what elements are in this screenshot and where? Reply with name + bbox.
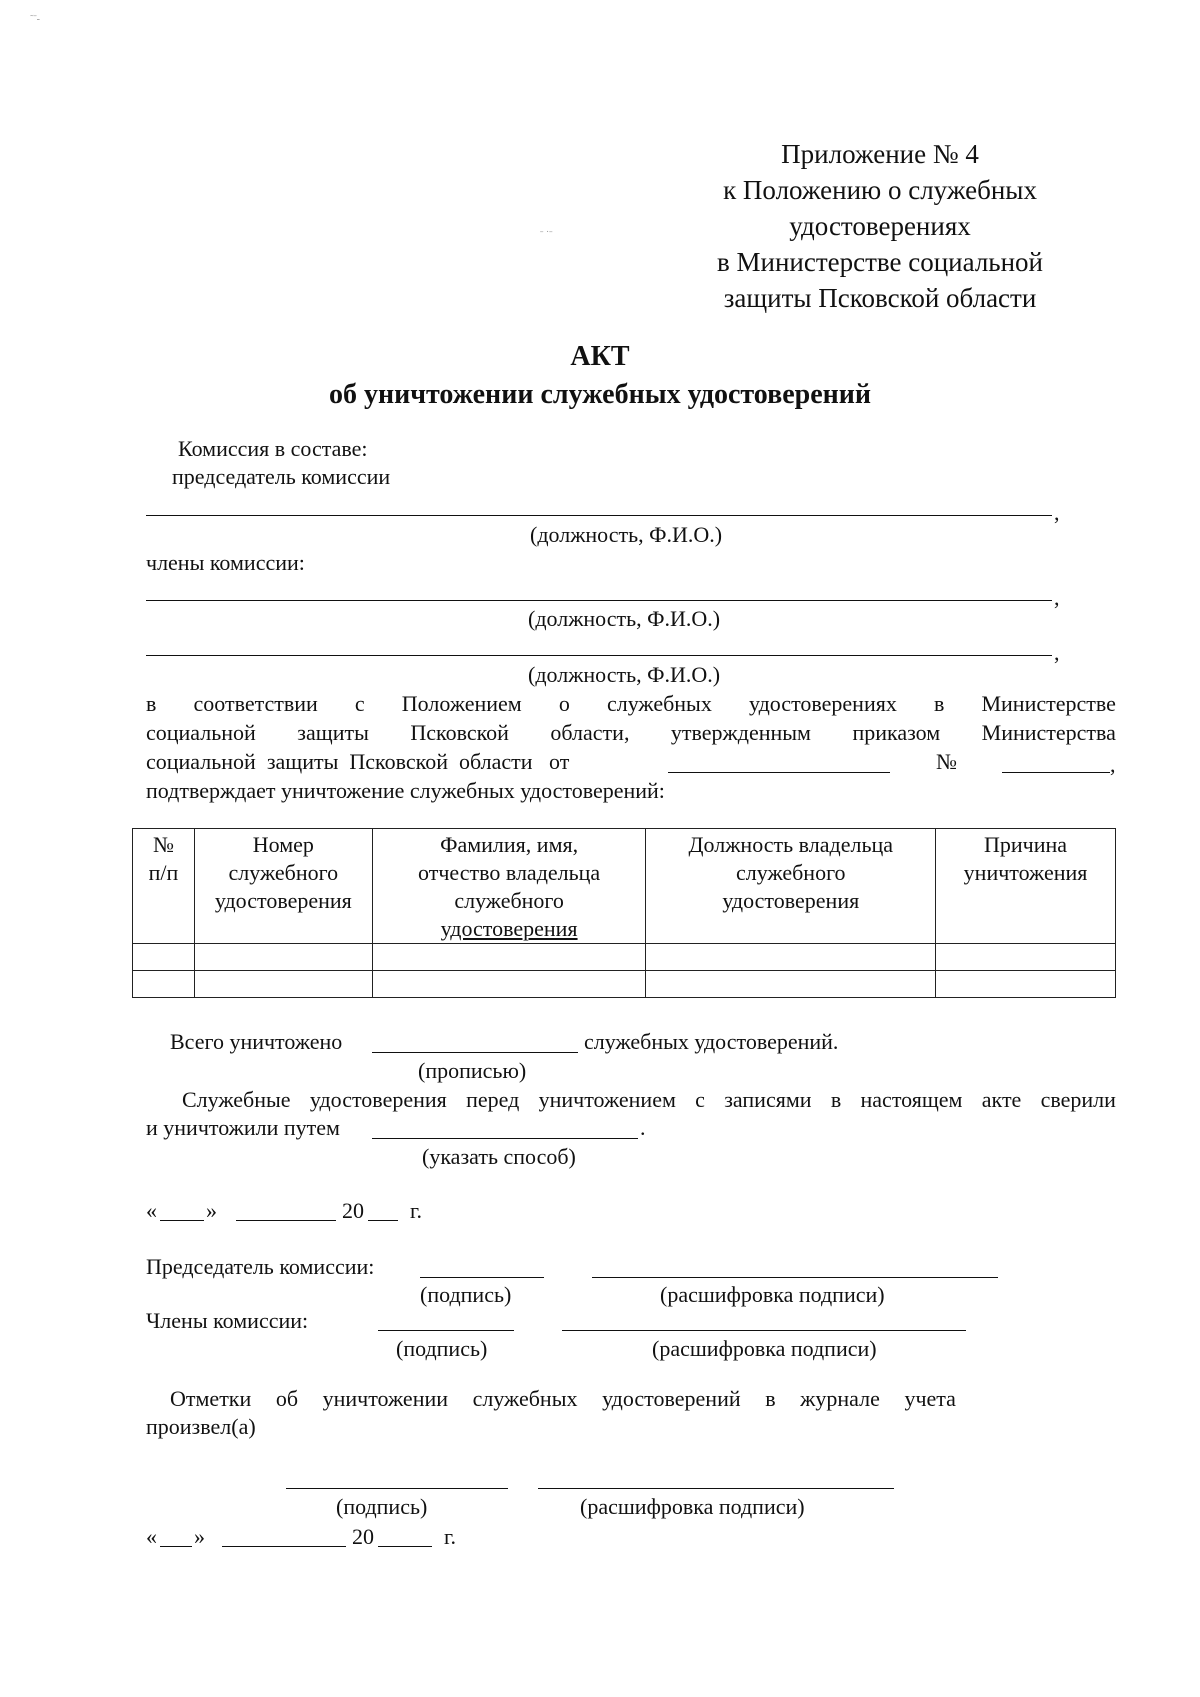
date-open-quote: « bbox=[146, 1524, 157, 1549]
appendix-line: в Министерстве социальной bbox=[716, 247, 1044, 277]
year-blank[interactable] bbox=[368, 1220, 398, 1221]
decode-caption: (расшифровка подписи) bbox=[660, 1282, 885, 1307]
header-reason: Причина уничтожения bbox=[936, 829, 1116, 944]
members-label: члены комиссии: bbox=[146, 550, 305, 575]
decode-caption: (расшифровка подписи) bbox=[652, 1336, 877, 1361]
word: с bbox=[354, 691, 365, 716]
commission-intro: Комиссия в составе: bbox=[178, 436, 368, 461]
method-caption: (указать способ) bbox=[422, 1144, 576, 1169]
basis-row-2 bbox=[146, 720, 1116, 746]
members-sign-label: Члены комиссии: bbox=[146, 1308, 309, 1333]
date-close-quote: » bbox=[194, 1524, 205, 1549]
word: записями bbox=[724, 1087, 812, 1112]
word: утвержденным bbox=[670, 720, 811, 745]
verify-row-1 bbox=[182, 1087, 1116, 1113]
date-open-quote: « bbox=[146, 1198, 157, 1223]
word: уничтожением bbox=[538, 1087, 676, 1112]
word: с bbox=[695, 1087, 705, 1112]
basis-row-3: социальной защиты Псковской области от bbox=[146, 749, 570, 774]
word: Отметки bbox=[170, 1386, 252, 1411]
year-prefix: 20 bbox=[342, 1198, 364, 1223]
member-decode-blank[interactable] bbox=[562, 1330, 966, 1331]
word: соответствии bbox=[193, 691, 318, 716]
chairman-signature-blank[interactable] bbox=[420, 1277, 544, 1278]
table-cell[interactable] bbox=[372, 971, 646, 998]
total-suffix: служебных удостоверений. bbox=[584, 1029, 839, 1054]
comma: , bbox=[1110, 752, 1116, 777]
period: . bbox=[640, 1115, 646, 1140]
word: о bbox=[558, 691, 570, 716]
act-subtitle: об уничтожении служебных удостоверений bbox=[328, 379, 872, 410]
word: Псковской bbox=[410, 720, 509, 745]
act-title: АКТ bbox=[570, 341, 630, 372]
word: в bbox=[146, 691, 157, 716]
sign-caption: (подпись) bbox=[336, 1494, 428, 1519]
word: защиты bbox=[297, 720, 369, 745]
table-cell[interactable] bbox=[646, 971, 936, 998]
date-close-quote: » bbox=[206, 1198, 217, 1223]
position-caption: (должность, Ф.И.О.) bbox=[530, 522, 723, 547]
decode-caption: (расшифровка подписи) bbox=[580, 1494, 805, 1519]
word: в bbox=[765, 1386, 776, 1411]
table-cell[interactable] bbox=[194, 971, 372, 998]
table-cell[interactable] bbox=[646, 944, 936, 971]
month-blank[interactable] bbox=[222, 1546, 346, 1547]
header-num: № п/п bbox=[133, 829, 195, 944]
total-label: Всего уничтожено bbox=[170, 1029, 343, 1054]
member-signature-blank[interactable] bbox=[378, 1330, 514, 1331]
appendix-line: к Положению о служебных bbox=[723, 175, 1037, 205]
word: Положением bbox=[401, 691, 522, 716]
chairman-decode-blank[interactable] bbox=[592, 1277, 998, 1278]
appendix-line: защиты Псковской области bbox=[723, 283, 1037, 313]
basis-row-1 bbox=[146, 691, 1116, 717]
table-row bbox=[133, 971, 1116, 998]
appendix-line: Приложение № 4 bbox=[781, 139, 979, 169]
word: удостоверений bbox=[602, 1386, 741, 1411]
table-cell[interactable] bbox=[372, 944, 646, 971]
word: учета bbox=[904, 1386, 956, 1411]
month-blank[interactable] bbox=[236, 1220, 336, 1221]
comma: , bbox=[1054, 640, 1060, 665]
year-suffix: г. bbox=[444, 1524, 457, 1549]
day-blank[interactable] bbox=[160, 1546, 192, 1547]
number-sign: № bbox=[936, 749, 957, 774]
word: служебных bbox=[606, 691, 712, 716]
table-cell[interactable] bbox=[133, 971, 195, 998]
word: журнале bbox=[800, 1386, 880, 1411]
word: об bbox=[275, 1386, 299, 1411]
comma: , bbox=[1054, 500, 1060, 525]
year-blank[interactable] bbox=[378, 1546, 432, 1547]
word: служебных bbox=[472, 1386, 578, 1411]
comma: , bbox=[1054, 585, 1060, 610]
order-number-blank[interactable] bbox=[1002, 772, 1110, 773]
table-cell[interactable] bbox=[936, 944, 1116, 971]
table-cell[interactable] bbox=[133, 944, 195, 971]
position-caption: (должность, Ф.И.О.) bbox=[528, 606, 721, 631]
year-suffix: г. bbox=[410, 1198, 423, 1223]
position-caption: (должность, Ф.И.О.) bbox=[528, 662, 721, 687]
word: Служебные bbox=[182, 1087, 291, 1112]
destroyed-ids-table bbox=[132, 828, 1116, 998]
year-prefix: 20 bbox=[352, 1524, 374, 1549]
table-row bbox=[133, 944, 1116, 971]
journal-row-2: произвел(а) bbox=[146, 1414, 256, 1439]
word: удостоверениях bbox=[748, 691, 897, 716]
header-owner-position: Должность владельца служебного удостоверения bbox=[646, 829, 936, 944]
word: акте bbox=[981, 1087, 1022, 1112]
scan-speck: ˉ ˙ˉ bbox=[540, 230, 553, 241]
journal-signature-blank[interactable] bbox=[286, 1488, 508, 1489]
word: Министерства bbox=[981, 720, 1116, 745]
word: настоящем bbox=[860, 1087, 963, 1112]
appendix-block bbox=[690, 136, 1070, 316]
member-blank-2[interactable] bbox=[146, 655, 1052, 656]
sign-caption: (подпись) bbox=[396, 1336, 488, 1361]
total-caption: (прописью) bbox=[418, 1058, 527, 1083]
order-date-blank[interactable] bbox=[668, 772, 890, 773]
word: уничтожении bbox=[322, 1386, 449, 1411]
journal-row-1 bbox=[170, 1386, 956, 1412]
total-count-blank[interactable] bbox=[372, 1052, 578, 1053]
table-cell[interactable] bbox=[194, 944, 372, 971]
word: удостоверения bbox=[309, 1087, 447, 1112]
chairman-label: председатель комиссии bbox=[172, 464, 391, 489]
word: области, bbox=[550, 720, 630, 745]
header-id-number: Номер служебного удостоверения bbox=[194, 829, 372, 944]
verify-row-2: и уничтожили путем bbox=[146, 1115, 340, 1140]
chairman-blank[interactable] bbox=[146, 515, 1052, 516]
method-blank[interactable] bbox=[372, 1138, 638, 1139]
table-cell[interactable] bbox=[936, 971, 1116, 998]
basis-row-4: подтверждает уничтожение служебных удостоверений: bbox=[146, 778, 665, 803]
word: сверили bbox=[1040, 1087, 1116, 1112]
word: приказом bbox=[852, 720, 941, 745]
word: Министерстве bbox=[981, 691, 1116, 716]
sign-caption: (подпись) bbox=[420, 1282, 512, 1307]
word: в bbox=[830, 1087, 842, 1112]
table-header-row bbox=[133, 829, 1116, 944]
appendix-line: удостоверениях bbox=[789, 211, 971, 241]
journal-decode-blank[interactable] bbox=[538, 1488, 894, 1489]
member-blank-1[interactable] bbox=[146, 600, 1052, 601]
word: социальной bbox=[146, 720, 256, 745]
header-owner-name: Фамилия, имя, отчество владельца служебного удостоверения bbox=[372, 829, 646, 944]
word: перед bbox=[466, 1087, 520, 1112]
day-blank[interactable] bbox=[160, 1220, 204, 1221]
chairman-sign-label: Председатель комиссии: bbox=[146, 1254, 375, 1279]
scan-speck: ˜ˉ‑ bbox=[30, 14, 40, 25]
word: в bbox=[933, 691, 945, 716]
